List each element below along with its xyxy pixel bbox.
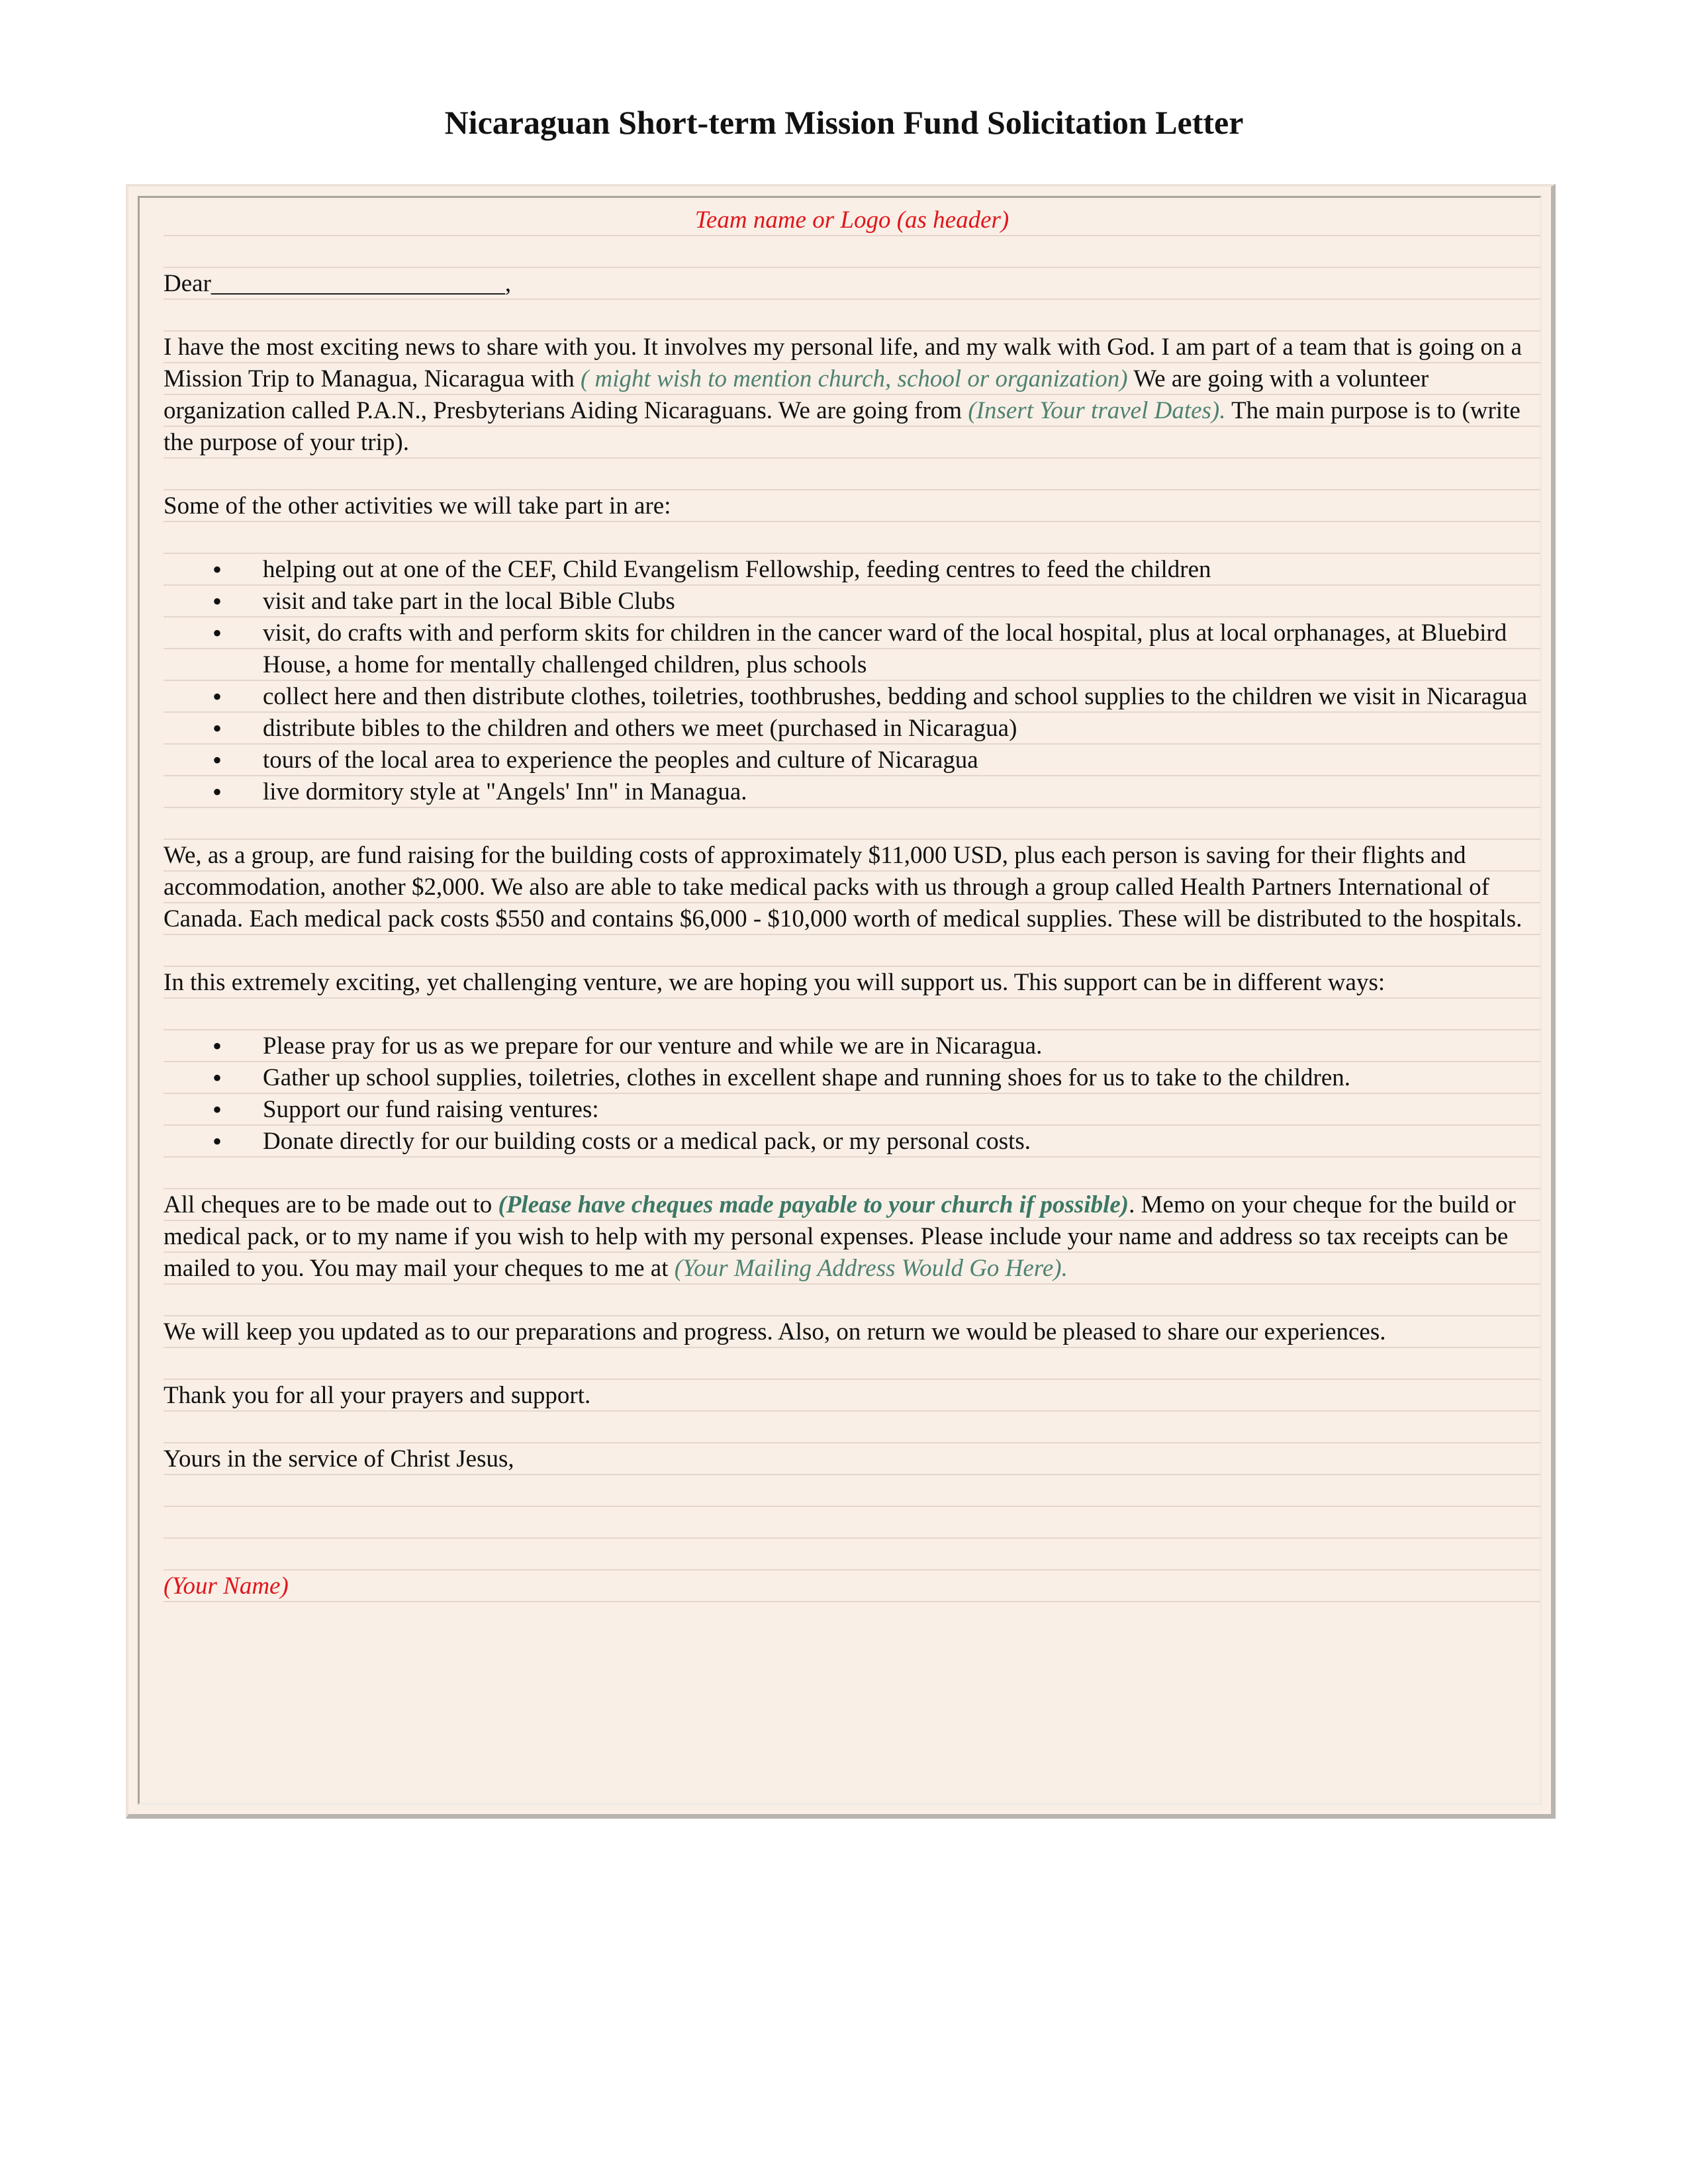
list-item: • helping out at one of the CEF, Child Evangelism Fellowship, feeding centres to feed the children [164,554,1540,586]
list-item: • Please pray for us as we prepare for our venture and while we are in Nicaragua. [164,1030,1540,1062]
activities-intro: Some of the other activities we will take part in are: [164,492,671,520]
list-item: • distribute bibles to the children and others we meet (purchased in Nicaragua) [164,713,1540,745]
updates-paragraph: We will keep you updated as to our preparations and progress. Also, on return we would be pleased to share our experiences. [164,1318,1386,1345]
list-item: • Donate directly for our building costs or a medical pack, or my personal costs. [164,1126,1540,1158]
travel-dates-placeholder: (Insert Your travel Dates). [968,397,1226,424]
fundraising-paragraph: We, as a group, are fund raising for the building costs of approximately $11,000 USD, plus each person is saving for their flights and accommodation, another $2,000. We also are able to take medical packs with us through a group called Health Partners International of Canada. Each medical pack costs $550 and contains $6,000 - $10,000 worth of medical supplies. These will be distributed to the hospitals. [164,842,1523,933]
list-item: • visit, do crafts with and perform skits for children in the cancer ward of the local hospital, plus at local orphanages, at Bluebird House, a home for mentally challenged children, plus schools [164,617,1540,681]
mailing-address-placeholder: (Your Mailing Address Would Go Here). [674,1255,1068,1282]
list-item: • Gather up school supplies, toiletries, clothes in excellent shape and running shoes for us to take to the children. [164,1062,1540,1094]
intro-text-1: I have the most exciting news to share with you. It involves my personal life, and my walk with God. I am part of a team that is going on a Mission Trip to Managua, Nicaragua with [164,334,1523,392]
intro-paragraph [164,332,1540,459]
list-item: • collect here and then distribute clothes, toiletries, toothbrushes, bedding and school supplies to the children we visit in Nicaragua [164,681,1540,713]
closing-line: Yours in the service of Christ Jesus, [164,1445,514,1473]
greeting: Dear________________________, [164,270,512,297]
payee-placeholder: (Please have cheques made payable to your church if possible) [498,1191,1129,1218]
list-item: • visit and take part in the local Bible Clubs [164,586,1540,617]
letter-body [164,205,1540,1602]
intro-text-2: We are going with a volunteer organization called P.A.N., Presbyterians Aiding Nicaraguans. We are going from [164,365,1429,424]
signature-placeholder: (Your Name) [164,1572,289,1600]
organization-placeholder: ( might wish to mention church, school or organization) [580,365,1128,392]
activities-list [164,554,1540,808]
thanks-line: Thank you for all your prayers and support. [164,1382,591,1409]
letter-inner-border [138,196,1542,1805]
intro-text-3: The main purpose is to (write the purpose of your trip). [164,397,1521,456]
letter-title: Nicaraguan Short-term Mission Fund Solicitation Letter [444,104,1244,141]
list-item: • tours of the local area to experience the peoples and culture of Nicaragua [164,745,1540,776]
list-item: • live dormitory style at "Angels' Inn" in Managua. [164,776,1540,808]
letter-frame [126,184,1556,1819]
list-item: • Support our fund raising ventures: [164,1094,1540,1126]
cheques-text-2: . Memo on your cheque for the build or medical pack, or to my name if you wish to help with my personal expenses. Please include your name and address so tax receipts can be mailed to you. You may mail your cheques to me at [164,1191,1516,1282]
support-intro: In this extremely exciting, yet challenging venture, we are hoping you will support us. This support can be in different ways: [164,969,1385,996]
support-list [164,1030,1540,1158]
team-header-placeholder: Team name or Logo (as header) [694,206,1009,234]
cheques-paragraph [164,1189,1540,1285]
cheques-text-1: All cheques are to be made out to [164,1191,498,1218]
